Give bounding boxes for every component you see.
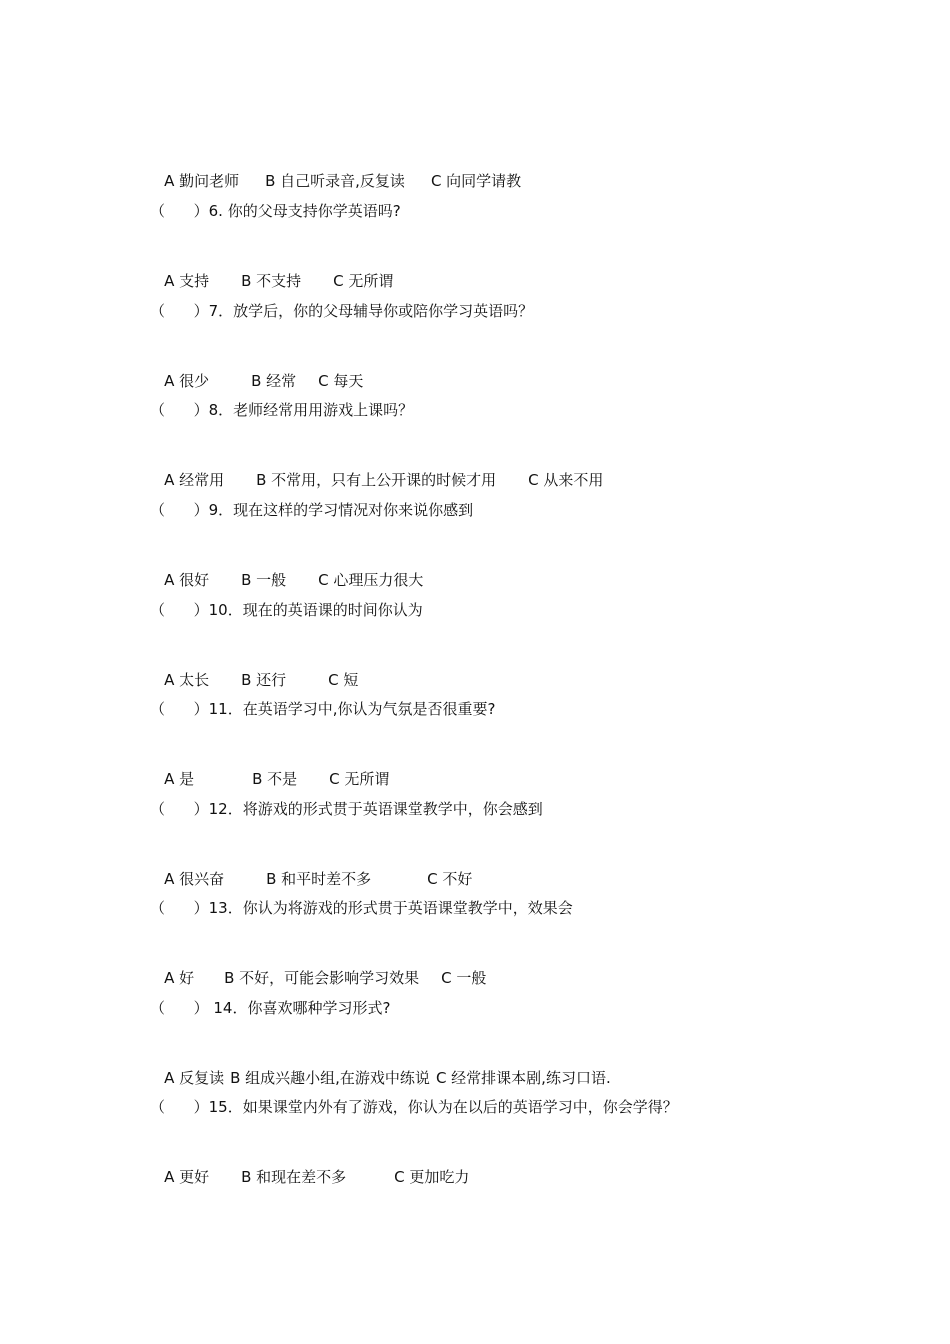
option-a: A 很少 <box>164 372 210 390</box>
question-13: （ ）13．你认为将游戏的形式贯于英语课堂教学中，效果会 <box>150 899 573 917</box>
question-10: （ ）10．现在的英语课的时间你认为 <box>150 601 423 619</box>
option-c: C 无所谓 <box>329 770 390 788</box>
option-b: B 不是 <box>252 770 298 788</box>
question-9: （ ）9．现在这样的学习情况对你来说你感到 <box>150 501 474 519</box>
question-8: （ ）8．老师经常用用游戏上课吗？ <box>150 401 414 419</box>
question-14: （ ） 14．你喜欢哪种学习形式? <box>150 999 391 1017</box>
option-b: B 和现在差不多 <box>241 1168 347 1186</box>
option-a: A 支持 <box>164 272 210 290</box>
option-c: C 从来不用 <box>528 471 604 489</box>
option-b: B 还行 <box>241 671 287 689</box>
options-line <box>145 1147 469 1207</box>
option-a: A 反复读 <box>164 1069 225 1087</box>
option-b: B 和平时差不多 <box>266 870 372 888</box>
option-c: C 心理压力很大 <box>318 571 424 589</box>
option-c: C 经常排课本剧,练习口语. <box>435 1069 611 1087</box>
option-a: A 太长 <box>164 671 210 689</box>
option-b: B 不好，可能会影响学习效果 <box>224 969 420 987</box>
option-b: B 组成兴趣小组,在游戏中练说 <box>230 1069 430 1087</box>
option-c: C 每天 <box>318 372 364 390</box>
option-a: A 更好 <box>164 1168 210 1186</box>
option-b: B 不常用，只有上公开课的时候才用 <box>256 471 497 489</box>
question-11: （ ）11．在英语学习中,你认为气氛是否很重要? <box>150 700 496 718</box>
option-a: A 是 <box>164 770 195 788</box>
question-6: （ ）6. 你的父母支持你学英语吗? <box>150 202 401 220</box>
question-12: （ ）12．将游戏的形式贯于英语课堂教学中，你会感到 <box>150 800 543 818</box>
option-a: A 很兴奋 <box>164 870 225 888</box>
option-c: C 无所谓 <box>333 272 394 290</box>
option-c: C 一般 <box>441 969 487 987</box>
option-c: C 向同学请教 <box>430 172 522 190</box>
question-7: （ ）7．放学后，你的父母辅导你或陪你学习英语吗？ <box>150 302 534 320</box>
option-c: C 不好 <box>427 870 473 888</box>
option-c: C 短 <box>328 671 359 689</box>
option-a: A 好 <box>164 969 195 987</box>
question-15: （ ）15．如果课堂内外有了游戏，你认为在以后的英语学习中，你会学得？ <box>150 1098 678 1116</box>
option-a: A 勤问老师 <box>164 172 240 190</box>
option-b: B 经常 <box>251 372 297 390</box>
option-b: B 不支持 <box>241 272 302 290</box>
option-b: B 自己听录音,反复读 <box>265 172 405 190</box>
option-c: C 更加吃力 <box>394 1168 470 1186</box>
option-a: A 很好 <box>164 571 210 589</box>
option-b: B 一般 <box>241 571 287 589</box>
option-a: A 经常用 <box>164 471 225 489</box>
